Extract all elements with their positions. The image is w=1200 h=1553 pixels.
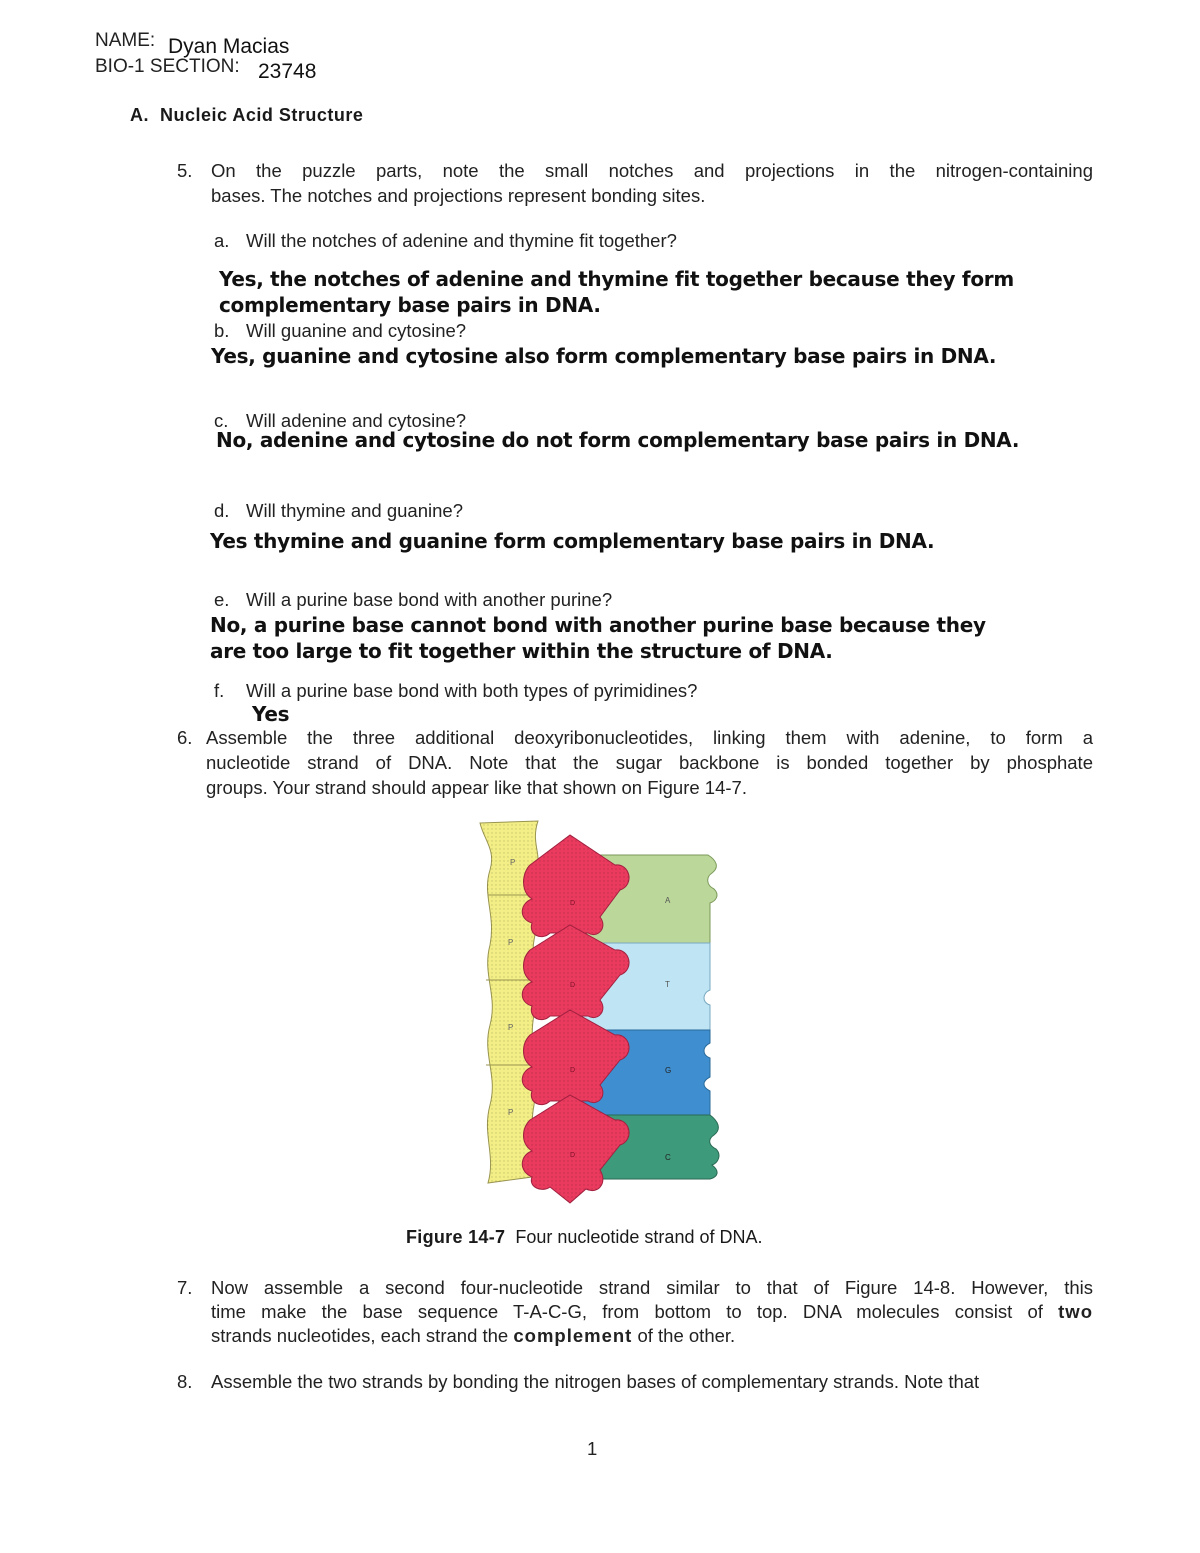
q7-line3-bold: complement [513, 1325, 633, 1346]
q5a-answer-line1: Yes, the notches of adenine and thymine fit together because they form [219, 267, 1014, 291]
q5a-letter: a. [214, 230, 230, 251]
q7-line2-wrap [211, 1301, 1093, 1323]
q5d-answer: Yes thymine and guanine form complementary base pairs in DNA. [210, 529, 935, 553]
q5e-letter: e. [214, 589, 230, 610]
q5a-answer-line2: complementary base pairs in DNA. [219, 293, 601, 317]
section-heading [130, 105, 363, 126]
name-label: NAME: [95, 30, 156, 51]
q5c-question: Will adenine and cytosine? [246, 410, 467, 431]
sugar-label-1: D [570, 900, 576, 907]
base-letter-c: C [665, 1153, 671, 1162]
q5e-question: Will a purine base bond with another purine? [246, 589, 613, 610]
q5f-answer: Yes [252, 702, 290, 726]
q6-line3: groups. Your strand should appear like that shown on Figure 14-7. [206, 777, 747, 798]
page-number: 1 [587, 1438, 598, 1459]
q7-line1: Now assemble a second four-nucleotide strand similar to that of Figure 14-8. However, this [211, 1277, 1093, 1298]
dna-strand-figure [470, 815, 730, 1210]
phosphate-label-1: P [510, 858, 516, 867]
section-title: Nucleic Acid Structure [160, 105, 364, 125]
figure-caption-text: Four nucleotide strand of DNA. [515, 1227, 763, 1247]
q5-line1: On the puzzle parts, note the small notches and projections in the nitrogen-containing [211, 160, 1093, 181]
section-label: BIO-1 SECTION: [95, 56, 240, 77]
figure-label: Figure 14-7 [406, 1227, 506, 1247]
q7-line2: time make the base sequence T-A-C-G, from bottom to top. DNA molecules consist of [211, 1301, 1043, 1322]
q7-line2-bold: two [1058, 1301, 1093, 1322]
section-letter: A. [130, 105, 149, 125]
phosphate-label-3: P [508, 1023, 514, 1032]
sugar-label-3: D [570, 1067, 576, 1074]
q5b-question: Will guanine and cytosine? [246, 320, 467, 341]
sugar-label-4: D [570, 1152, 576, 1159]
q5-line2: bases. The notches and projections represent bonding sites. [211, 185, 706, 206]
phosphate-label-4: P [508, 1108, 514, 1117]
q5d-question: Will thymine and guanine? [246, 500, 463, 521]
sugar-label-2: D [570, 982, 576, 989]
base-letter-t: T [665, 980, 670, 989]
phosphate-label-2: P [508, 938, 514, 947]
base-letter-a: A [665, 896, 671, 905]
q5c-letter: c. [214, 410, 229, 431]
q7-line3-start: strands nucleotides, each strand the [211, 1325, 509, 1346]
section-value: 23748 [258, 60, 317, 83]
q5-number: 5. [177, 160, 193, 181]
q8-number: 8. [177, 1371, 193, 1392]
q5c-answer: No, adenine and cytosine do not form complementary base pairs in DNA. [216, 428, 1020, 452]
figure-caption [406, 1227, 762, 1248]
q8-line1: Assemble the two strands by bonding the nitrogen bases of complementary strands. Note that [211, 1371, 980, 1392]
q6-line1: Assemble the three additional deoxyribonucleotides, linking them with adenine, to form a [206, 727, 1093, 748]
q5b-answer: Yes, guanine and cytosine also form complementary base pairs in DNA. [211, 344, 997, 368]
q5e-answer-line1: No, a purine base cannot bond with another purine base because they [210, 613, 986, 637]
q5b-letter: b. [214, 320, 230, 341]
q5a-question: Will the notches of adenine and thymine fit together? [246, 230, 677, 251]
q6-line2: nucleotide strand of DNA. Note that the sugar backbone is bonded together by phosphate [206, 752, 1093, 773]
q5f-question: Will a purine base bond with both types of pyrimidines? [246, 680, 698, 701]
q5e-answer-line2: are too large to fit together within the structure of DNA. [210, 639, 833, 663]
name-value: Dyan Macias [168, 35, 290, 58]
q6-number: 6. [177, 727, 193, 748]
base-letter-g: G [665, 1066, 672, 1075]
q5d-letter: d. [214, 500, 230, 521]
q7-line3 [211, 1325, 735, 1347]
q5f-letter: f. [214, 680, 225, 701]
q7-line3-end: of the other. [637, 1325, 736, 1346]
q7-number: 7. [177, 1277, 193, 1298]
